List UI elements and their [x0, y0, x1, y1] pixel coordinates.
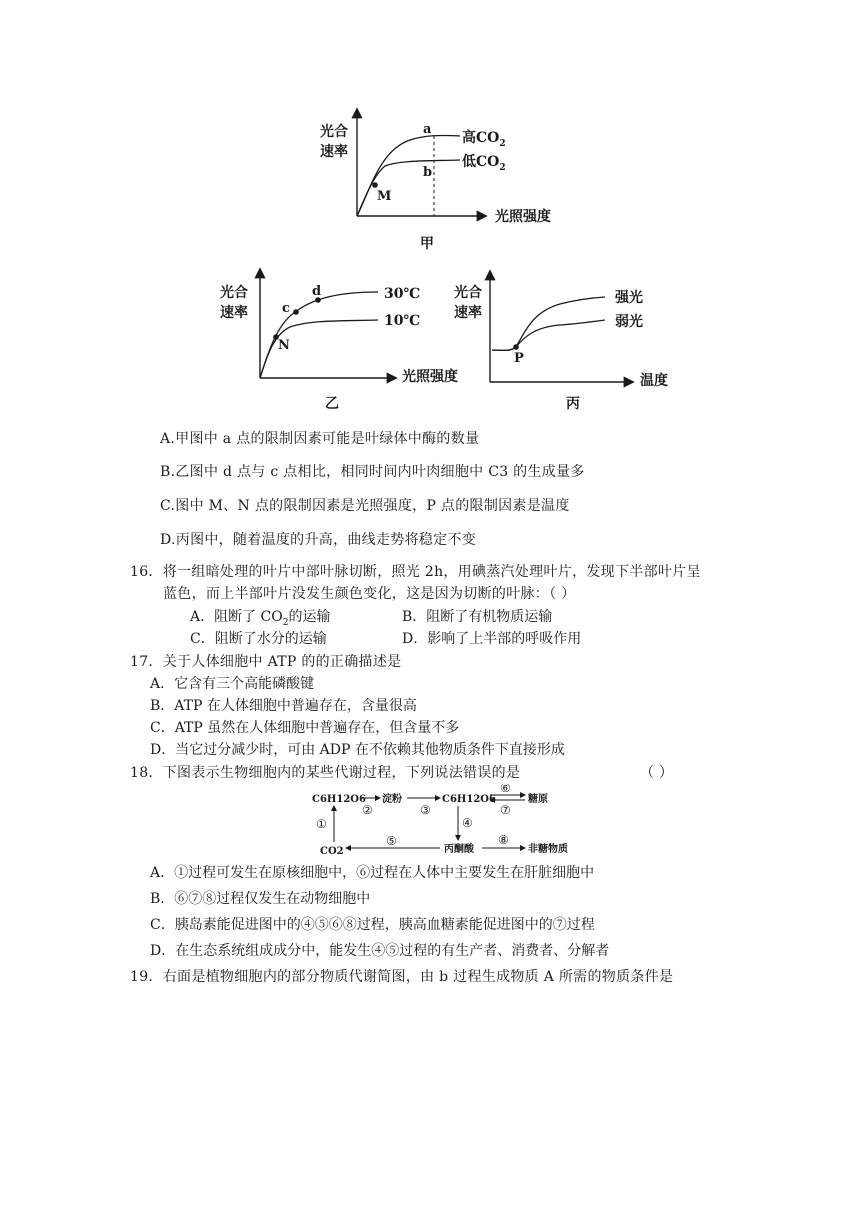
q15-option-b: B.乙图中 d 点与 c 点相比，相同时间内叶肉细胞中 C3 的生成量多 [160, 464, 585, 480]
ylabel-2: 速率 [320, 144, 348, 160]
q15-option-d: D.丙图中，随着温度的升高，曲线走势将稳定不变 [160, 532, 477, 548]
caption: 乙 [325, 396, 339, 412]
xlabel: 光照强度 [402, 369, 458, 385]
q18-option-a: A．①过程可发生在原核细胞中，⑥过程在人体中主要发生在肝脏细胞中 [150, 865, 595, 881]
xlabel: 光照强度 [495, 209, 551, 225]
q16-stem-line1: 16．将一组暗处理的叶片中部叶脉切断，照光 2h，用碘蒸汽处理叶片，发现下半部叶片呈 [130, 564, 701, 580]
point-m-label: M [377, 189, 392, 204]
q16-option-b: B．阻断了有机物质运输 [402, 609, 553, 625]
point-d-label: d [312, 284, 322, 299]
q18-stem: 18．下图表示生物细胞内的某些代谢过程，下列说法错误的是 [130, 765, 521, 781]
label-3: ③ [420, 803, 431, 817]
graph-jia [300, 100, 560, 255]
point-n-label: N [278, 338, 290, 353]
glycogen-node: 糖原 [528, 794, 548, 805]
curve-strong-light [492, 297, 605, 350]
series-high-label: 高$CO_2$ [462, 130, 506, 149]
q17-option-b: B．ATP 在人体细胞中普遍存在，含量很高 [150, 698, 417, 714]
graph-yi [210, 262, 480, 414]
q17-option-a: A．它含有三个高能磷酸键 [150, 676, 315, 692]
point-m-marker [372, 182, 378, 188]
label-1: ① [316, 817, 327, 831]
label-7: ⑦ [500, 803, 511, 817]
q18-option-b: B．⑥⑦⑧过程仅发生在动物细胞中 [150, 891, 371, 907]
series-30c-label: 30℃ [384, 286, 421, 302]
glucose-node-1: C6H12O6 [312, 794, 366, 805]
q16-option-a: A．阻断了 $CO_2$的运输 [190, 609, 331, 628]
graph-bing [450, 262, 690, 414]
ylabel-2: 速率 [220, 305, 248, 321]
q17-option-c: C．ATP 虽然在人体细胞中普遍存在，但含量不多 [150, 720, 460, 736]
curve-low-co2 [357, 160, 460, 216]
label-4: ④ [462, 816, 473, 830]
q15-option-a: A.甲图中 a 点的限制因素可能是叶绿体中酶的数量 [160, 431, 480, 447]
series-strong-label: 强光 [615, 290, 643, 306]
q19-stem: 19．右面是植物细胞内的部分物质代谢简图，由 b 过程生成物质 A 所需的物质条件是 [130, 969, 674, 985]
starch-node: 淀粉 [382, 794, 402, 805]
label-6: ⑥ [500, 784, 511, 795]
q17-stem: 17．关于人体细胞中 ATP 的的正确描述是 [130, 654, 402, 670]
point-a-label: a [423, 122, 432, 137]
q16-stem-line2: 蓝色，而上半部叶片没发生颜色变化，这是因为切断的叶脉：（ ） [163, 586, 576, 602]
q17-option-d: D．当它过分减少时，可由 ADP 在不依赖其他物质条件下直接形成 [150, 742, 565, 758]
nonsugar-node: 非糖物质 [528, 844, 568, 855]
caption: 丙 [566, 396, 580, 412]
q18-option-d: D．在生态系统组成成分中，能发生④⑤过程的有生产者、消费者、分解者 [150, 943, 610, 959]
caption: 甲 [420, 236, 434, 252]
label-2: ② [362, 803, 373, 817]
label-8: ⑧ [498, 833, 509, 847]
glucose-node-2: C6H12O6 [442, 794, 496, 805]
point-b-label: b [423, 165, 433, 180]
curve-high-co2 [357, 135, 460, 216]
series-10c-label: 10℃ [384, 313, 421, 329]
co2-node: CO2 [320, 846, 344, 857]
ylabel-2: 速率 [454, 305, 482, 321]
curve-weak-light [492, 320, 605, 350]
series-low-label: 低$CO_2$ [462, 154, 506, 173]
q18-option-c: C．胰岛素能促进图中的④⑤⑥⑧过程，胰高血糖素能促进图中的⑦过程 [150, 917, 595, 933]
q15-option-c: C.图中 M、N 点的限制因素是光照强度，P 点的限制因素是温度 [160, 498, 570, 514]
q16-option-c: C．阻断了水分的运输 [190, 631, 327, 647]
ylabel-1: 光合 [454, 285, 482, 301]
metabolic-pathway-diagram [310, 784, 580, 860]
xlabel: 温度 [640, 373, 668, 389]
point-c-label: c [282, 301, 290, 316]
series-weak-label: 弱光 [615, 314, 643, 330]
point-c-marker [293, 309, 299, 315]
ylabel-1: 光合 [320, 124, 348, 140]
q16-option-d: D．影响了上半部的呼吸作用 [402, 631, 582, 647]
pyruvate-node: 丙酮酸 [444, 844, 474, 855]
ylabel-1: 光合 [220, 285, 248, 301]
label-5: ⑤ [386, 834, 397, 848]
point-p-label: P [514, 351, 524, 366]
point-p-marker [513, 344, 519, 350]
q18-paren: （ ） [640, 765, 674, 781]
